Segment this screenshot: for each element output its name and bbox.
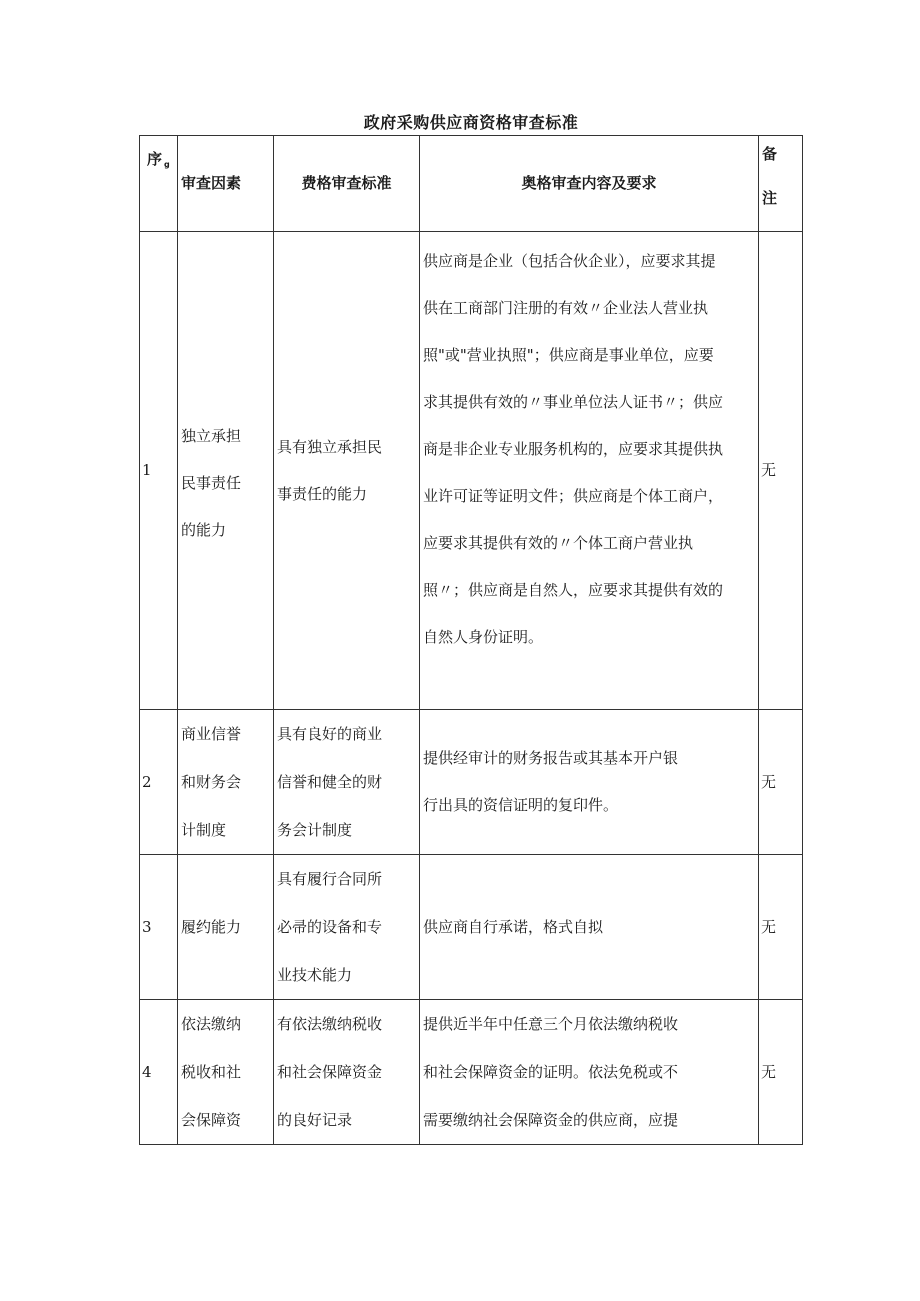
- row-factor: 独立承担 民事责任 的能力: [178, 232, 274, 710]
- row-seq: 2: [140, 710, 178, 855]
- row-factor: 履约能力: [178, 855, 274, 1000]
- table-header-row: [140, 136, 803, 232]
- row-factor: 依法缴纳 税收和社 会保障资: [178, 1000, 274, 1145]
- header-note: 备 注: [759, 136, 803, 232]
- header-seq-mark: g: [164, 160, 170, 169]
- row-note: 无: [759, 710, 803, 855]
- qualification-table: [139, 135, 803, 1145]
- row-seq: 3: [140, 855, 178, 1000]
- header-content: 奥格审查内容及要求: [420, 136, 759, 232]
- header-standard: 费格审查标准: [274, 136, 420, 232]
- row-content: 提供近半年中任意三个月依法缴纳税收 和社会保障资金的证明。依法免税或不 需要缴纳社会保障资金的供应商，应提: [420, 1000, 759, 1145]
- table-row: [140, 710, 803, 855]
- row-standard: 具有履行合同所 必帚的设备和专 业技术能力: [274, 855, 420, 1000]
- table-row: [140, 232, 803, 710]
- header-seq: 序 $_g$: [140, 136, 178, 232]
- row-note: 无: [759, 232, 803, 710]
- table-row: [140, 855, 803, 1000]
- row-note: 无: [759, 855, 803, 1000]
- row-standard: 具有独立承担民 事责任的能力: [274, 232, 420, 710]
- row-standard: 具有良好的商业 信誉和健全的财 务会计制度: [274, 710, 420, 855]
- page-title: 政府采购供应商资格审查标准: [363, 113, 579, 132]
- row-factor: 商业信誉 和财务会 计制度: [178, 710, 274, 855]
- row-content: 提供经审计的财务报告或其基本开户银 行出具的资信证明的复印件。: [420, 710, 759, 855]
- table-row: [140, 1000, 803, 1145]
- header-factor: 审查因素: [178, 136, 274, 232]
- row-content: 供应商自行承诺，格式自拟: [420, 855, 759, 1000]
- row-seq: 1: [140, 232, 178, 710]
- row-content: 供应商是企业（包括合伙企业），应要求其提 供在工商部门注册的有效〃企业法人营业执 照"或"营业执照"；供应商是事业单位，应要 求其提供有效的〃事业单位法人证书〃；供应 商是非企业专业服务机构的，应要求其提供执 业许可证等证明文件；供应商是个体工商户， 应要求其提供有效的〃个体工商户营业执 照〃；供应商是自然人，应要求其提供有效的 自然人身份证明。: [420, 232, 759, 710]
- row-seq: 4: [140, 1000, 178, 1145]
- row-standard: 有依法缴纳税收 和社会保障资金 的良好记录: [274, 1000, 420, 1145]
- row-note: 无: [759, 1000, 803, 1145]
